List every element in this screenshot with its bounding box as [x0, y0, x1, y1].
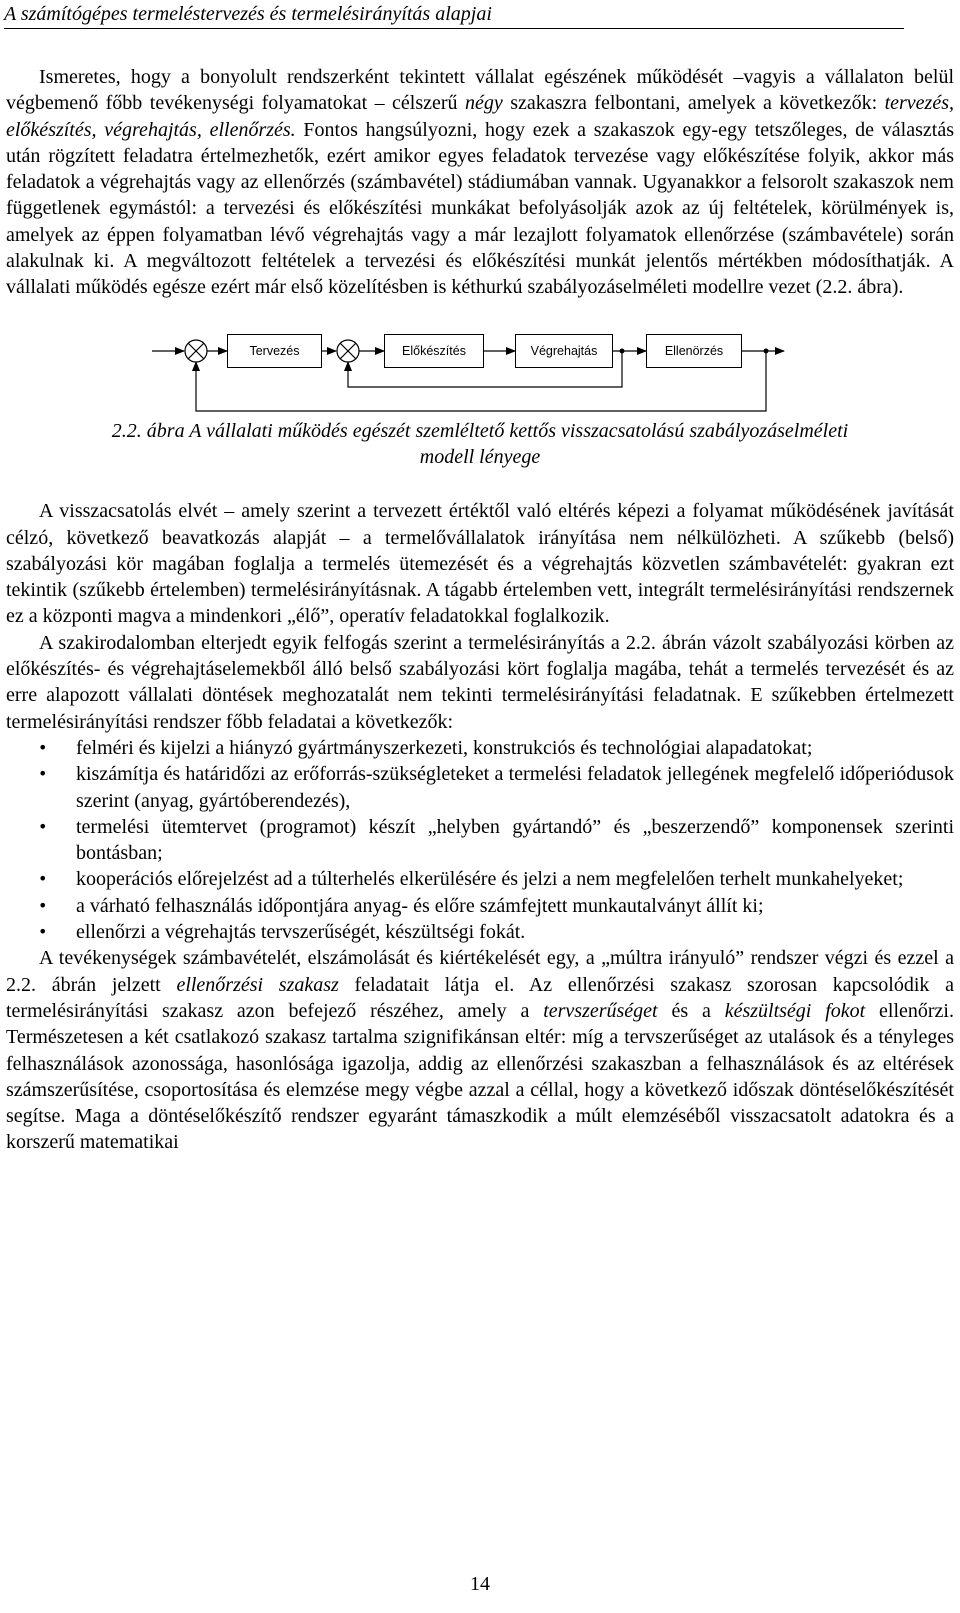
list-item-text: termelési ütemtervet (programot) készít „helyben gyártandó” és „beszerzendő” komponensek szerinti bontásban;: [76, 815, 954, 865]
block-vegrehajtas: [515, 334, 613, 368]
bullet-icon: •: [38, 764, 48, 784]
running-header-title: A számítógépes termeléstervezés és termelésirányítás alapjai: [4, 3, 492, 25]
list-item: [6, 893, 954, 919]
text-run: és a: [657, 999, 725, 1022]
page-body: [6, 64, 954, 1156]
caption-line-2: modell lényege: [419, 445, 541, 468]
bullet-icon: •: [38, 816, 48, 836]
block-tervezes: [227, 334, 322, 368]
bullet-icon: •: [38, 895, 48, 915]
task-list: [6, 735, 954, 945]
block-label: Végrehajtás: [530, 343, 598, 358]
paragraph-scope: A szakirodalomban elterjedt egyik felfogás szerint a termelésirányítás a 2.2. ábrán vázolt szabályozási körben az előkészítés- és végrehajtáselemekből álló belső szabályozási kört foglalja magába, tehát a termelés tervezését és az erre alapozott vállalati döntések meghozatalát nem tekinti termelésirányítási feladatnak. E szűkebben értelmezett termelésirányítási rendszer főbb feladatai a következők:: [6, 631, 954, 733]
emphasis-keszultsegi-fok: készültségi fokot: [724, 999, 866, 1022]
list-item-text: felméri és kijelzi a hiányzó gyártmányszerkezeti, konstrukciós és technológiai alapadatokat;: [76, 736, 813, 759]
block-ellenorzes: [646, 334, 742, 368]
text-run: Ismeretes, hogy a bonyolult rendszerként tekintett vállalat egészének működését –vagyis a vállalaton belül végbemenő főbb tevékenységi folyamatokat – célszerű: [6, 66, 954, 115]
list-item-text: kiszámítja és határidőzi az erőforrás-szükségleteket a termelési feladatok jellegének megfelelő időperiódusok szerint (anyag, gyártóberendezés),: [76, 763, 954, 812]
emphasis-tervszeruseg: tervszerűséget: [543, 999, 658, 1022]
text-run: szakaszra felbontani, amelyek a következők:: [502, 92, 885, 115]
figure-caption: [6, 418, 954, 471]
block-label: Ellenörzés: [664, 343, 724, 358]
running-header: [4, 2, 904, 29]
paragraph-evaluation: [6, 945, 954, 1155]
block-label: Tervezés: [249, 343, 300, 358]
list-item: [6, 919, 954, 945]
list-item-text: ellenőrzi a végrehajtás tervszerűségét, készültségi fokát.: [76, 921, 526, 944]
text-run: Fontos hangsúlyozni, hogy ezek a szakaszok egy-egy tetszőleges, de választás után rögzített feladatra értelmezhetők, ezért amikor egyes feladatok tervezése vagy előkészítése folyik, akkor más feladatok a végrehajtás vagy az ellenőrzés (számbavétel) stádiumában vannak. Ugyanakkor a felsorolt szakaszok nem függetlenek egymástól: a tervezési és előkészítési munkákat befolyásolják azok az új feltételek, körülmények is, amelyek az éppen folyamatban lévő végrehajtás vagy a már lezajlott folyamatok ellenőrzése (számbavétele) során alakulnak ki. A megváltozott feltételek a tervezési és előkészítési munkát jelentős mértékben módosíthatják. A vállalati működés egésze ezért már első közelítésben is kéthurkú szabályozáselméleti modellre vezet (2.2. ábra).: [6, 118, 954, 299]
summing-junction-icon: [337, 340, 359, 362]
paragraph-intro: [6, 64, 954, 301]
list-item: [6, 866, 954, 892]
paragraph-feedback: A visszacsatolás elvét – amely szerint a tervezett értéktől való eltérés képezi a folyamat működésének javítását célzó, következő beavatkozás alapját – a termelővállalatok irányítása nem nélkülözheti. A szűkebb (belső) szabályozási kör magában foglalja a termelés ütemezését és a végrehajtás közvetlen számbavételét: gyakran ezt tekintik (szűkebb értelemben) termelésirányításnak. A tágabb értelemben vett, integrált termelésirányítási rendszernek ez a központi magva a mindenkori „élő”, operatív feladatokkal foglalkozik.: [6, 500, 954, 628]
bullet-icon: •: [38, 922, 48, 942]
bullet-icon: •: [38, 737, 48, 757]
block-elokeszites: [384, 334, 484, 368]
summing-junction-icon: [185, 340, 207, 362]
page-number: 14: [470, 1573, 490, 1595]
bullet-icon: •: [38, 869, 48, 889]
list-item: [6, 814, 954, 867]
emphasis-stages: tervezés, előkészítés, végrehajtás, ellenőrzés.: [6, 92, 954, 141]
block-label: Előkészítés: [402, 343, 466, 358]
text-run: feladatait látja el. Az ellenőrzési szakasz szorosan kapcsolódik a termelésirányítási szakasz azon befejező részéhez, amely a: [6, 973, 954, 1022]
list-item: [6, 735, 954, 761]
caption-line-1: 2.2. ábra A vállalati működés egészét szemléltető kettős visszacsatolású szabályozáselméleti: [111, 419, 849, 442]
list-item: [6, 761, 954, 814]
emphasis-negy: négy: [465, 92, 503, 115]
emphasis-ellenorzesi-szakasz: ellenőrzési szakasz: [176, 973, 339, 996]
text-run: ellenőrzi. Természetesen a két csatlakozó szakasz tartalma szignifikánsan eltér: míg a tervszerűséget az utalások és a tényleges felhasználások azonossága, hasonlósága igazolja, addig az ellenőrzési szakaszban a felhasználások és az eltérések számszerűsítése, csoportosítása és elemzése megy végbe azzal a céllal, hogy a következő időszak döntéselőkészítését segítse. Maga a döntéselőkészítő rendszer egyaránt támaszkodik a múlt elemzéséből visszacsatolt adatokra és a korszerű matematikai: [6, 999, 954, 1154]
control-loop-diagram: [6, 325, 954, 418]
text-run: A tevékenységek számbavételét, elszámolását és kiértékelését egy, a „múltra irányuló” rendszer végzi és ezzel a 2.2. ábrán jelzett: [6, 947, 954, 996]
list-item-text: a várható felhasználás időpontjára anyag- és előre számfejtett munkautalványt állít ki;: [76, 894, 764, 917]
list-item-text: kooperációs előrejelzést ad a túlterhelés elkerülésére és jelzi a nem megfelelően terhelt munkahelyeket;: [76, 868, 904, 891]
